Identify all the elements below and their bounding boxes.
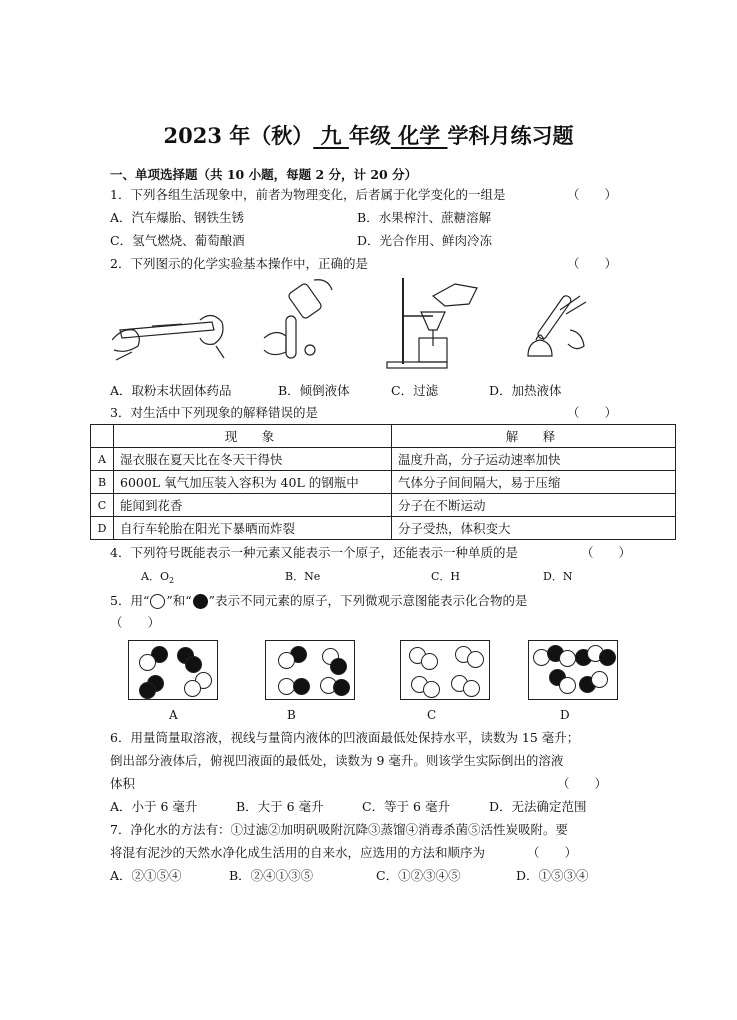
- table-row: [91, 517, 676, 540]
- q6-line-2: 倒出部分液体后，俯视凹液面的最低处，读数为 9 毫升。则该学生实际倒出的溶液: [110, 753, 564, 768]
- white-atom-icon: [559, 677, 576, 694]
- white-atom-icon: [421, 653, 438, 670]
- q2-answer-paren: （ ）: [567, 256, 618, 271]
- white-atom-icon: [423, 681, 440, 698]
- q2-option-c: C．过滤: [391, 383, 439, 398]
- table-row: [91, 494, 676, 517]
- table-row: [91, 471, 676, 494]
- row-explanation: 分子在不断运动: [392, 494, 676, 517]
- black-atom-icon: [185, 656, 202, 673]
- black-atom-icon: [599, 649, 616, 666]
- row-key: C: [91, 494, 114, 517]
- q2-option-d: D．加热液体: [489, 383, 562, 398]
- heat-liquid-illustration: [510, 290, 588, 370]
- q2-option-a: A．取粉末状固体药品: [110, 383, 232, 398]
- q6-line-1: 6．用量筒量取溶液，视线与量筒内液体的凹液面最低处保持水平，读数为 15 毫升；: [110, 730, 580, 745]
- q1-option-a: A．汽车爆胎、钢铁生锈: [110, 210, 245, 225]
- white-atom-icon: [559, 650, 576, 667]
- q7-option-c: C．①②③④⑤: [376, 868, 461, 883]
- q4-stem: 4．下列符号既能表示一种元素又能表示一个原子，还能表示一种单质的是: [110, 545, 518, 560]
- white-atom-icon: [463, 680, 480, 697]
- q4-answer-paren: （ ）: [581, 545, 632, 560]
- filtration-illustration: [385, 276, 485, 372]
- molecule-diagram-c: [400, 640, 490, 700]
- q6-option-c: C．等于 6 毫升: [362, 799, 450, 814]
- q7-option-d: D．①⑤③④: [516, 868, 589, 883]
- white-atom-icon: [278, 652, 295, 669]
- q7-answer-paren: （ ）: [527, 845, 578, 860]
- q6-answer-paren: （ ）: [557, 776, 608, 791]
- row-phenomenon: 能闻到花香: [114, 494, 392, 517]
- q4-option-a-label: A．O: [141, 570, 169, 583]
- molecule-diagram-d: [528, 640, 618, 700]
- row-phenomenon: 湿衣服在夏天比在冬天干得快: [114, 448, 392, 471]
- title-subject: 化学: [390, 123, 448, 148]
- q6-option-a: A．小于 6 毫升: [110, 799, 198, 814]
- diagram-label-d: D: [560, 708, 570, 722]
- q3-table: [90, 424, 676, 540]
- q4-option-d: D．N: [543, 570, 573, 583]
- molecule-diagram-b: [265, 640, 355, 700]
- black-atom-icon: [193, 594, 208, 609]
- table-header-explanation: 解 释: [392, 425, 676, 448]
- q6-line-3: 体积: [110, 776, 136, 791]
- q3-stem: 3．对生活中下列现象的解释错误的是: [110, 405, 318, 420]
- q4-option-b: B．Ne: [285, 570, 321, 583]
- white-atom-icon: [184, 680, 201, 697]
- q6-option-d: D．无法确定范围: [489, 799, 587, 814]
- q6-option-b: B．大于 6 毫升: [236, 799, 324, 814]
- q5-answer-paren: （ ）: [110, 615, 161, 630]
- black-atom-icon: [333, 679, 350, 696]
- title-year: 2023 年（秋）: [163, 123, 314, 148]
- q1-option-c: C．氢气燃烧、葡萄酿酒: [110, 233, 245, 248]
- q3-answer-paren: （ ）: [567, 405, 618, 420]
- q7-option-b: B．②④①③⑤: [229, 868, 314, 883]
- row-key: B: [91, 471, 114, 494]
- q7-option-a: A．②①⑤④: [110, 868, 182, 883]
- q5-stem-part: 5．用“: [110, 593, 150, 608]
- q1-option-b: B．水果榨汁、蔗糖溶解: [357, 210, 492, 225]
- diagram-label-c: C: [427, 708, 437, 722]
- q4-option-a-subscript: 2: [168, 576, 175, 586]
- section-heading: 一、单项选择题（共 10 小题，每题 2 分，计 20 分）: [110, 167, 418, 182]
- row-phenomenon: 6000L 氧气加压装入容积为 40L 的钢瓶中: [114, 471, 392, 494]
- black-atom-icon: [139, 682, 156, 699]
- q5-stem: [110, 593, 528, 609]
- table-header-phenomenon: 现 象: [114, 425, 392, 448]
- q1-answer-paren: （ ）: [567, 187, 618, 202]
- q4-option-a: [141, 569, 174, 589]
- white-atom-icon: [591, 671, 608, 688]
- black-atom-icon: [330, 658, 347, 675]
- table-row: [91, 448, 676, 471]
- white-atom-icon: [139, 654, 156, 671]
- row-key: D: [91, 517, 114, 540]
- pour-liquid-illustration: [262, 278, 342, 370]
- q2-stem: 2．下列图示的化学实验基本操作中，正确的是: [110, 256, 368, 271]
- white-atom-icon: [150, 594, 165, 609]
- title-grade: 九: [313, 123, 349, 148]
- q7-line-1: 7．净化水的方法有：①过滤②加明矾吸附沉降③蒸馏④消毒杀菌⑤活性炭吸附。要: [110, 822, 568, 837]
- row-explanation: 气体分子间间隔大，易于压缩: [392, 471, 676, 494]
- black-atom-icon: [293, 678, 310, 695]
- powder-sampling-illustration: [112, 300, 227, 362]
- q5-stem-part: ”和“: [166, 593, 192, 608]
- diagram-label-a: A: [169, 708, 178, 722]
- table-header-row: [91, 425, 676, 448]
- q7-line-2: 将混有泥沙的天然水净化成生活用的自来水，应选用的方法和顺序为: [110, 845, 486, 860]
- table-corner-cell: [91, 425, 114, 448]
- q1-option-d: D．光合作用、鲜肉冷冻: [357, 233, 493, 248]
- diagram-label-b: B: [287, 708, 296, 722]
- q5-stem-part: ”表示不同元素的原子，下列微观示意图能表示化合物的是: [208, 593, 528, 608]
- title-grade-label: 年级: [348, 123, 391, 148]
- white-atom-icon: [467, 651, 484, 668]
- molecule-diagram-a: [128, 640, 218, 700]
- row-key: A: [91, 448, 114, 471]
- q1-stem: 1．下列各组生活现象中，前者为物理变化，后者属于化学变化的一组是: [110, 187, 506, 202]
- q2-option-b: B．倾倒液体: [278, 383, 350, 398]
- row-explanation: 分子受热，体积变大: [392, 517, 676, 540]
- row-explanation: 温度升高，分子运动速率加快: [392, 448, 676, 471]
- q4-option-c: C．H: [431, 570, 461, 583]
- page-title: [0, 120, 737, 150]
- row-phenomenon: 自行车轮胎在阳光下暴晒而炸裂: [114, 517, 392, 540]
- title-suffix: 学科月练习题: [447, 123, 574, 148]
